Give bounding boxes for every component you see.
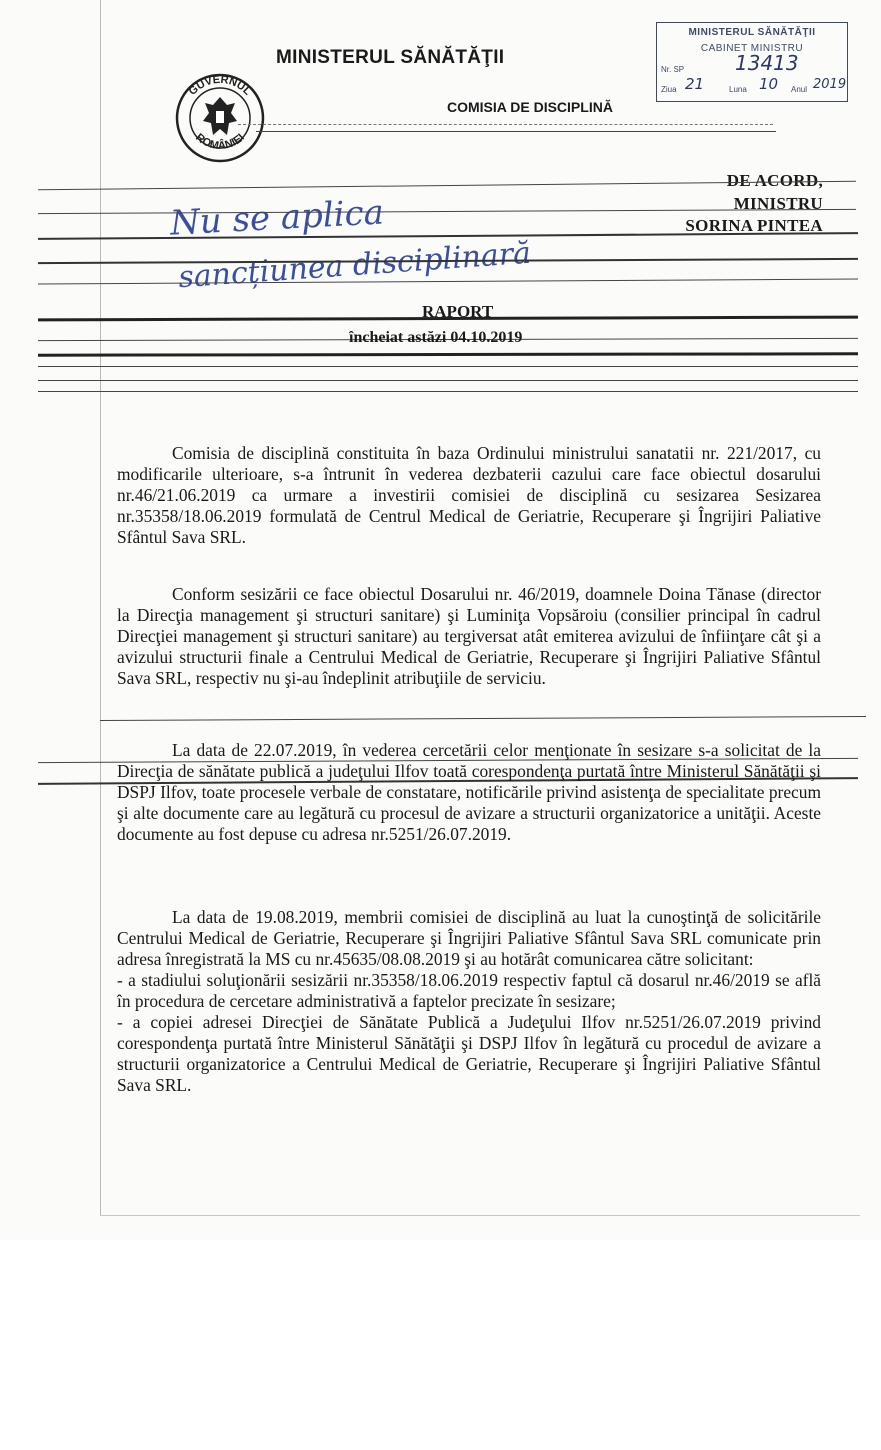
stamp-subtitle: CABINET MINISTRU — [700, 43, 804, 54]
stamp-nr-value: 13413 — [735, 51, 799, 75]
stamp-title: MINISTERUL SĂNĂTĂŢII — [688, 27, 816, 38]
scan-line — [100, 716, 866, 721]
stamp-year-label: Anul — [791, 85, 808, 94]
handwritten-note-line-2: sancțiunea disciplinară — [177, 235, 533, 296]
page-edge-left — [100, 0, 101, 1215]
scan-line — [38, 366, 858, 367]
handwritten-note-line-1: Nu se aplica — [169, 192, 385, 244]
list-item: - a copiei adresei Direcţiei de Sănătate Publică a Judeţului Ilfov nr.5251/26.07.2019 privind corespondenţa purtată între Ministerul Sănătăţii şi DSPJ Ilfov în legătură cu procedul de avizare a structurii organizatorice a Centrului Medical de Geriatrie, Recuperare şi Îngrijiri Paliative Sfântul Sava SRL. — [117, 1012, 821, 1095]
approval-line-1: DE ACORD, — [726, 171, 823, 190]
seal-bottom-text: ROMÂNIEI — [193, 131, 247, 153]
approval-line-3: SORINA PINTEA — [685, 216, 823, 235]
seal-top-text: GUVERNUL — [186, 73, 254, 98]
stamp-year-value: 2019 — [813, 77, 847, 92]
report-date: încheiat astăzi 04.10.2019 — [349, 329, 523, 346]
scan-line — [38, 380, 858, 381]
stamp-nr-label: Nr. SP — [661, 65, 685, 74]
approval-line-2: MINISTRU — [733, 194, 823, 213]
scan-line — [38, 232, 858, 240]
report-title: RAPORT — [422, 302, 494, 321]
header-rule — [256, 131, 776, 132]
paragraph-3-text: La data de 22.07.2019, în vederea cercetării celor menţionate în sesizare s-a solicitat de la Direcţia de sănătate publică a judeţului Ilfov toată corespondenţa purtată între Ministerul Sănătăţii şi DSPJ Ilfov, toate procesele verbale de constatare, notificările privind asistenţa de specialitate precum şi alte documente care au legătură cu procesul de avizare a structurii organizatorice a unităţii. Aceste documente au fost depuse cu adresa nr.5251/26.07.2019. — [117, 740, 821, 844]
paragraph-2 — [117, 584, 821, 689]
stamp-day-label: Ziua — [661, 85, 677, 94]
scan-line — [38, 391, 858, 392]
government-seal — [175, 73, 265, 163]
list-item: - a stadiului soluţionării sesizării nr.35358/18.06.2019 respectiv faptul că dosarul nr.46/2019 se află în procedura de cercetare administrativă a faptelor precizate în sesizare; — [117, 970, 821, 1011]
paragraph-2-text: Conform sesizării ce face obiectul Dosarului nr. 46/2019, doamnele Doina Tănase (director la Direcţia management şi structuri sanitare) şi Luminiţa Vopsăroiu (consilier principal în cadrul Direcţiei management şi structuri sanitare) au tergiversat atât emiterea avizului de înfiinţare cât şi a avizului structurii finale a Centrului Medical de Geriatrie, Recuperare şi Îngrijiri Paliative Sfântul Sava SRL, respectiv nu şi-au îndeplinit atribuţiile de serviciu. — [117, 584, 821, 688]
paragraph-3 — [117, 740, 821, 845]
scan-line — [38, 278, 858, 284]
paragraph-1-text: Comisia de disciplină constituita în baza Ordinului ministrului sanatatii nr. 221/2017, cu modificarile ulterioare, s-a întrunit în vederea dezbaterii cazului care face obiectul dosarului nr.46/21.06.2019 ca urmare a investirii comisiei de disciplină cu sesizarea Sesizarea nr.35358/18.06.2019 formulată de Centrul Medical de Geriatrie, Recuperare şi Îngrijiri Paliative Sfântul Sava SRL. — [117, 443, 821, 547]
scan-line — [38, 352, 858, 356]
stamp-month-label: Luna — [729, 85, 747, 94]
commission-title: COMISIA DE DISCIPLINĂ — [447, 99, 613, 115]
paragraph-4-text: La data de 19.08.2019, membrii comisiei de disciplină au luat la cunoştinţă de solicitările Centrului Medical de Geriatrie, Recuperare şi Îngrijiri Paliative Sfântul Sava SRL comunicate prin adresa înregistrată la MS cu nr.45635/08.08.2019 şi au hotărât comunicarea către solicitant: — [117, 907, 821, 969]
ministry-title: MINISTERUL SĂNĂTĂŢII — [276, 47, 505, 68]
stamp-day-value: 21 — [685, 75, 705, 93]
page-edge-bottom — [100, 1215, 860, 1216]
registration-stamp — [656, 22, 848, 102]
paragraph-4 — [117, 907, 821, 1096]
header-rule — [238, 124, 773, 125]
paragraph-1 — [117, 443, 821, 548]
stamp-month-value: 10 — [759, 75, 779, 93]
